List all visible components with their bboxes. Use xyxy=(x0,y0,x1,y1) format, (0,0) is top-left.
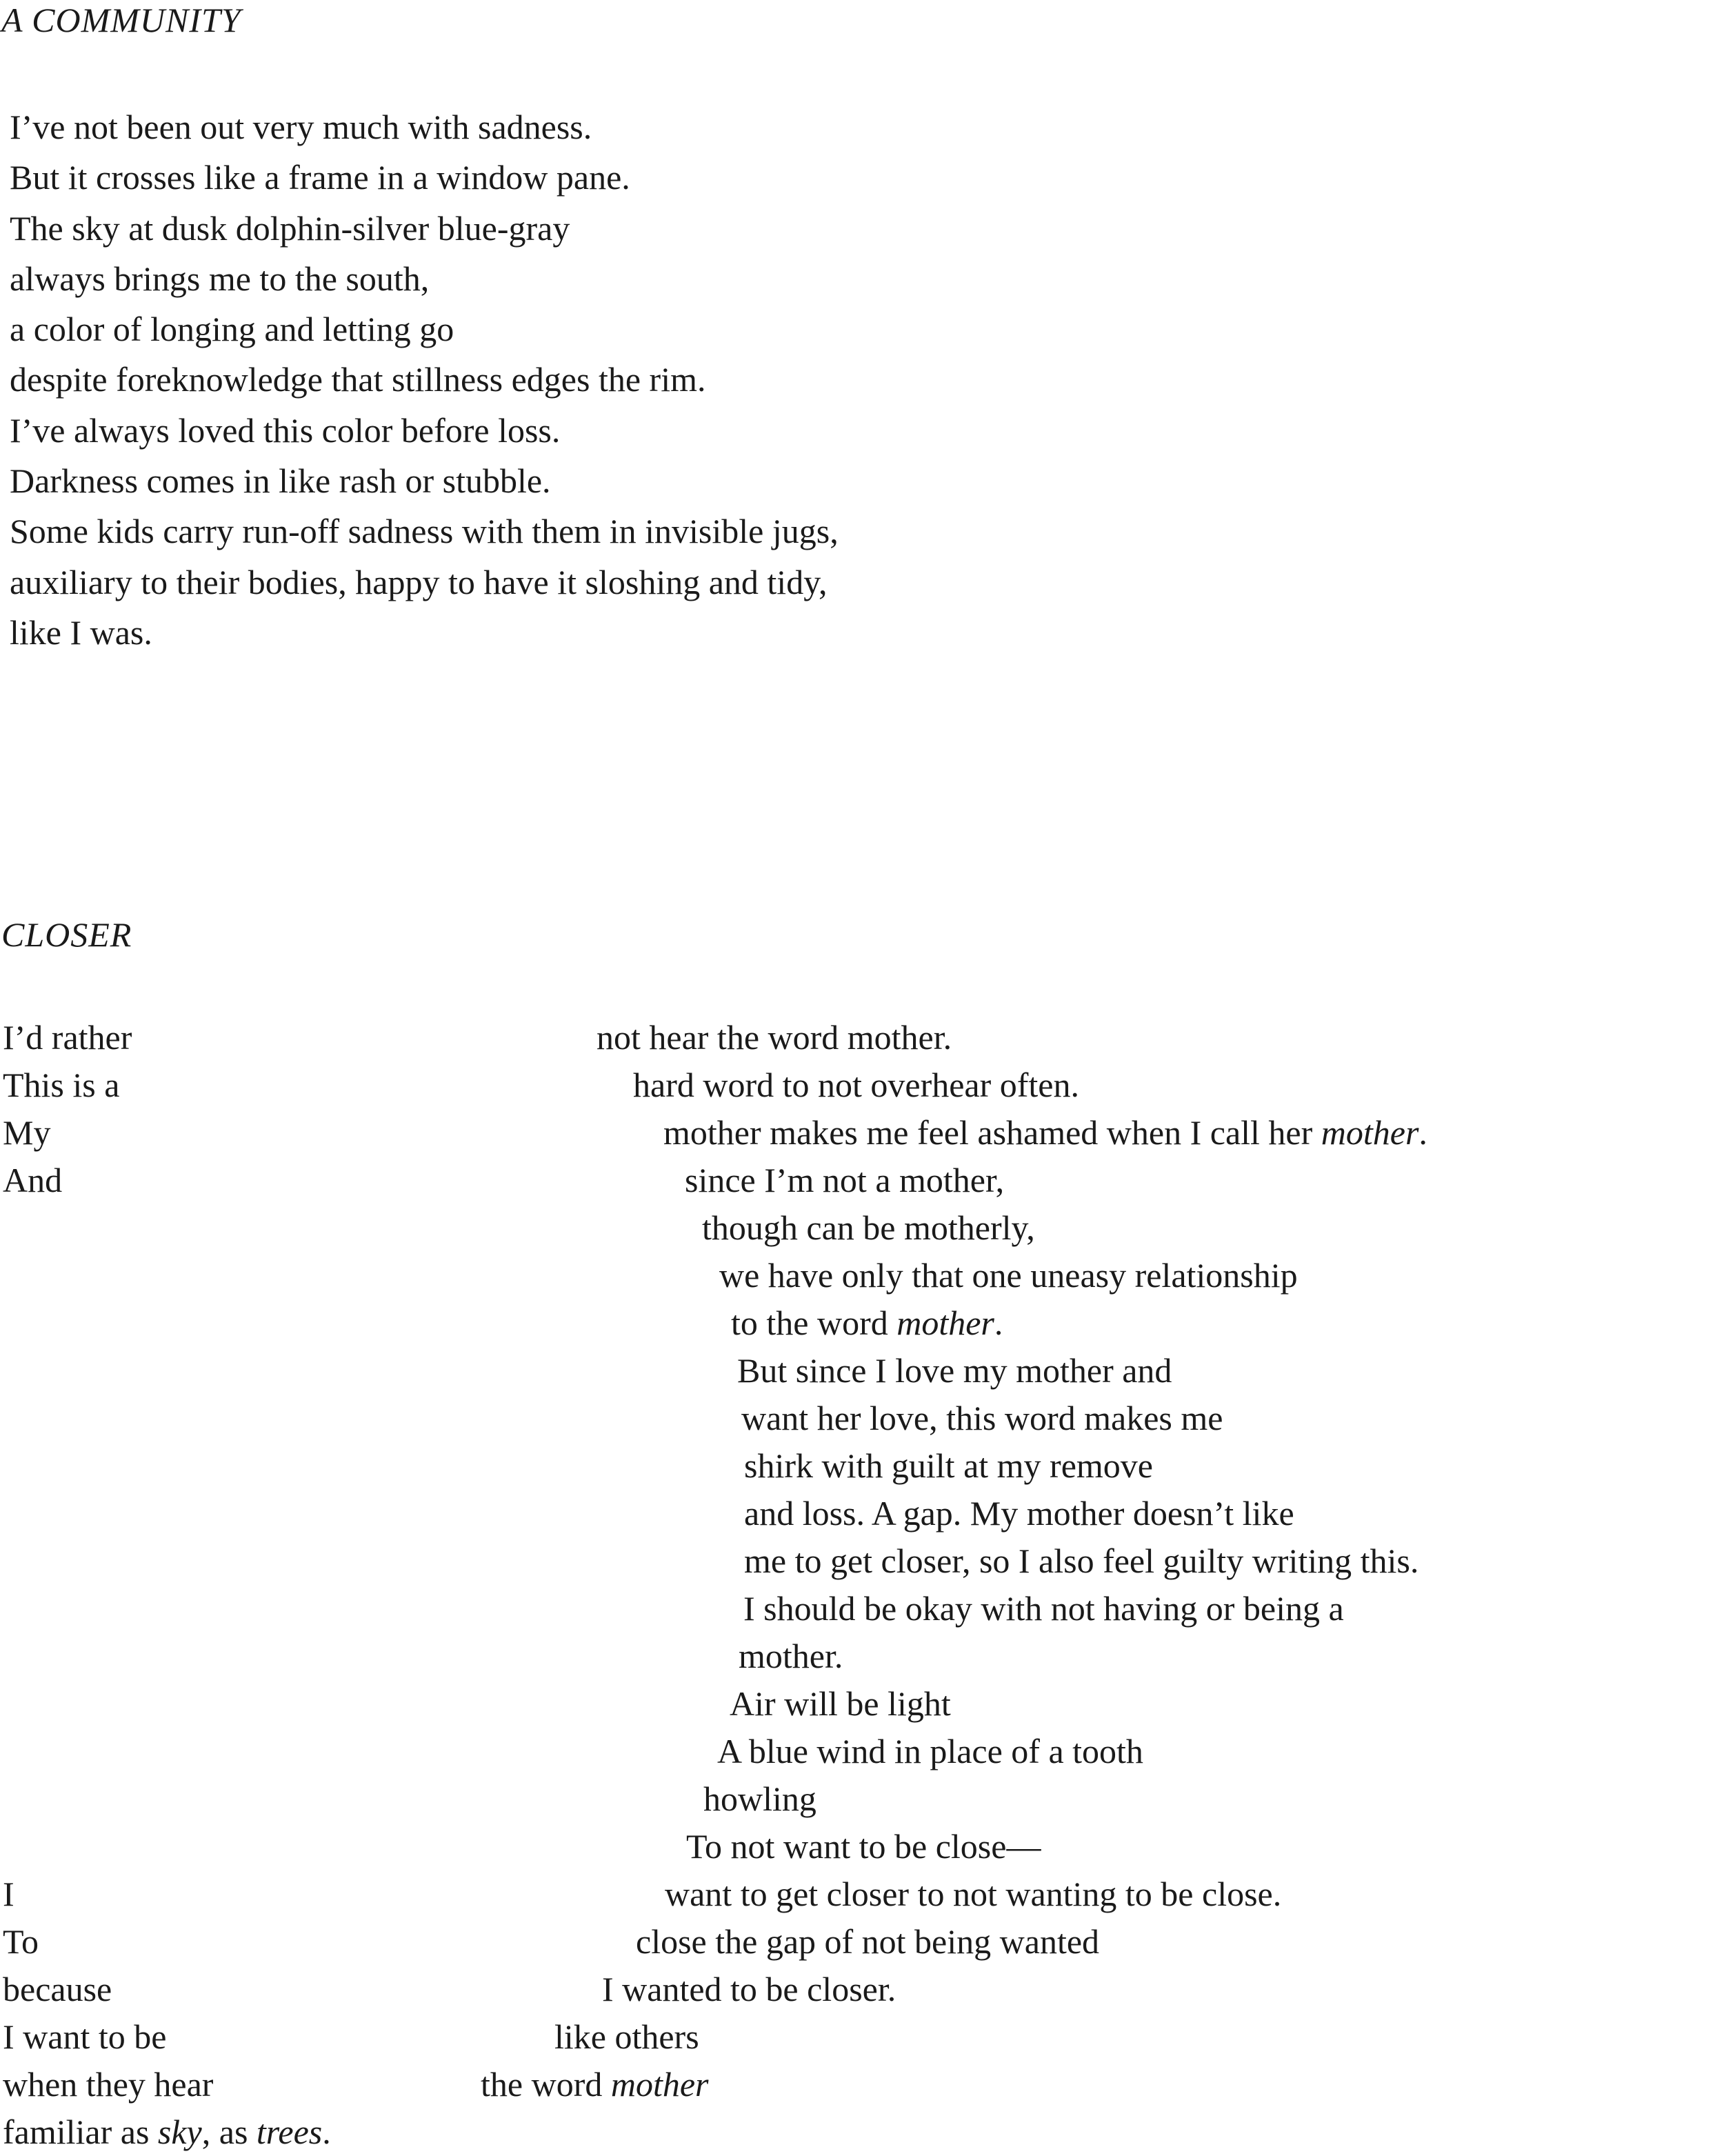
poem-row xyxy=(0,1157,1724,1204)
poem-line: like I was. xyxy=(10,612,152,652)
poem-row xyxy=(0,1585,1724,1633)
poem-row xyxy=(0,2013,1724,2061)
poem-row xyxy=(0,1490,1724,1537)
poem-line: auxiliary to their bodies, happy to have it sloshing and tidy, xyxy=(10,562,828,601)
right-column-text: To not want to be close— xyxy=(686,1827,1041,1866)
poem-row xyxy=(0,1728,1724,1775)
right-column-text: since I’m not a mother, xyxy=(685,1161,1005,1199)
right-column-text: like others xyxy=(554,2017,699,2056)
right-column-text: howling xyxy=(703,1779,816,1818)
italic-word: sky xyxy=(157,2113,202,2151)
right-column-text: not hear the word mother. xyxy=(597,1018,952,1057)
poem-row xyxy=(0,1109,1724,1157)
poem-row xyxy=(0,1870,1724,1918)
poem-line: The sky at dusk dolphin-silver blue-gray xyxy=(10,208,570,248)
right-column-text: me to get closer, so I also feel guilty writing this. xyxy=(744,1541,1419,1580)
poem-line: Some kids carry run-off sadness with them in invisible jugs, xyxy=(10,512,839,551)
italic-word: mother xyxy=(610,2065,709,2104)
left-column-text: I’d rather xyxy=(3,1018,132,1057)
left-column-text: when they hear xyxy=(3,2065,214,2104)
poem-line: But it crosses like a frame in a window pane. xyxy=(10,158,630,197)
right-column-text: I wanted to be closer. xyxy=(602,1970,896,2008)
poem-row xyxy=(0,1204,1724,1252)
italic-word: mother xyxy=(1321,1113,1419,1152)
right-column-text: want to get closer to not wanting to be close. xyxy=(665,1875,1282,1913)
right-column-text: mother makes me feel ashamed when I call her mother. xyxy=(663,1113,1427,1152)
right-column-text: close the gap of not being wanted xyxy=(636,1922,1100,1961)
right-column-text: But since I love my mother and xyxy=(737,1351,1172,1390)
left-column-text: This is a xyxy=(3,1066,120,1104)
right-column-text: mother. xyxy=(739,1637,843,1675)
right-column-text: we have only that one uneasy relationship xyxy=(719,1256,1298,1295)
poem-closer-body xyxy=(0,1014,1724,2151)
poem-line: despite foreknowledge that stillness edges the rim. xyxy=(10,360,706,399)
left-column-text: because xyxy=(3,1970,112,2008)
poem-row xyxy=(0,1680,1724,1728)
poem-line: Darkness comes in like rash or stubble. xyxy=(10,461,551,501)
left-column-text: My xyxy=(3,1113,51,1152)
poem-title-closer: CLOSER xyxy=(1,915,132,954)
poem-row xyxy=(0,1395,1724,1442)
right-column-text: want her love, this word makes me xyxy=(741,1399,1223,1437)
poem-row xyxy=(0,1252,1724,1299)
poem-row xyxy=(0,1442,1724,1490)
italic-word: trees xyxy=(256,2113,323,2151)
right-column-text: shirk with guilt at my remove xyxy=(744,1446,1153,1485)
poem-row xyxy=(0,1061,1724,1109)
left-column-text: I xyxy=(3,1875,14,1913)
right-column-text: to the word mother. xyxy=(731,1304,1003,1342)
poem-row xyxy=(0,1966,1724,2013)
right-column-text: Air will be light xyxy=(730,1684,951,1723)
poem-title-a-community: A COMMUNITY xyxy=(1,1,241,39)
poem-line: always brings me to the south, xyxy=(10,259,430,298)
poem-line: I’ve not been out very much with sadness. xyxy=(10,108,592,146)
poem-row xyxy=(0,1537,1724,1585)
right-column-text: I should be okay with not having or being a xyxy=(743,1589,1344,1628)
left-column-text: familiar as sky, as trees. xyxy=(3,2113,331,2151)
left-column-text: I want to be xyxy=(3,2017,167,2056)
right-column-text: hard word to not overhear often. xyxy=(633,1066,1079,1104)
poem-row xyxy=(0,1918,1724,1966)
poem-row xyxy=(0,1347,1724,1395)
poem-a-community-body xyxy=(10,102,839,658)
poem-row xyxy=(0,1014,1724,1061)
left-column-text: And xyxy=(3,1161,63,1199)
poem-row xyxy=(0,1775,1724,1823)
right-column-text: though can be motherly, xyxy=(702,1208,1035,1247)
poem-row xyxy=(0,2108,1724,2156)
poem-line: I’ve always loved this color before loss. xyxy=(10,410,561,450)
left-column-text: To xyxy=(3,1922,39,1961)
right-column-text: the word mother xyxy=(481,2065,709,2104)
italic-word: mother xyxy=(896,1304,994,1342)
poem-row xyxy=(0,1633,1724,1680)
poem-row xyxy=(0,1299,1724,1347)
poem-line: a color of longing and letting go xyxy=(10,310,454,349)
poem-row xyxy=(0,2061,1724,2108)
right-column-text: A blue wind in place of a tooth xyxy=(717,1732,1143,1770)
right-column-text: and loss. A gap. My mother doesn’t like xyxy=(744,1494,1294,1533)
poem-row xyxy=(0,1823,1724,1870)
